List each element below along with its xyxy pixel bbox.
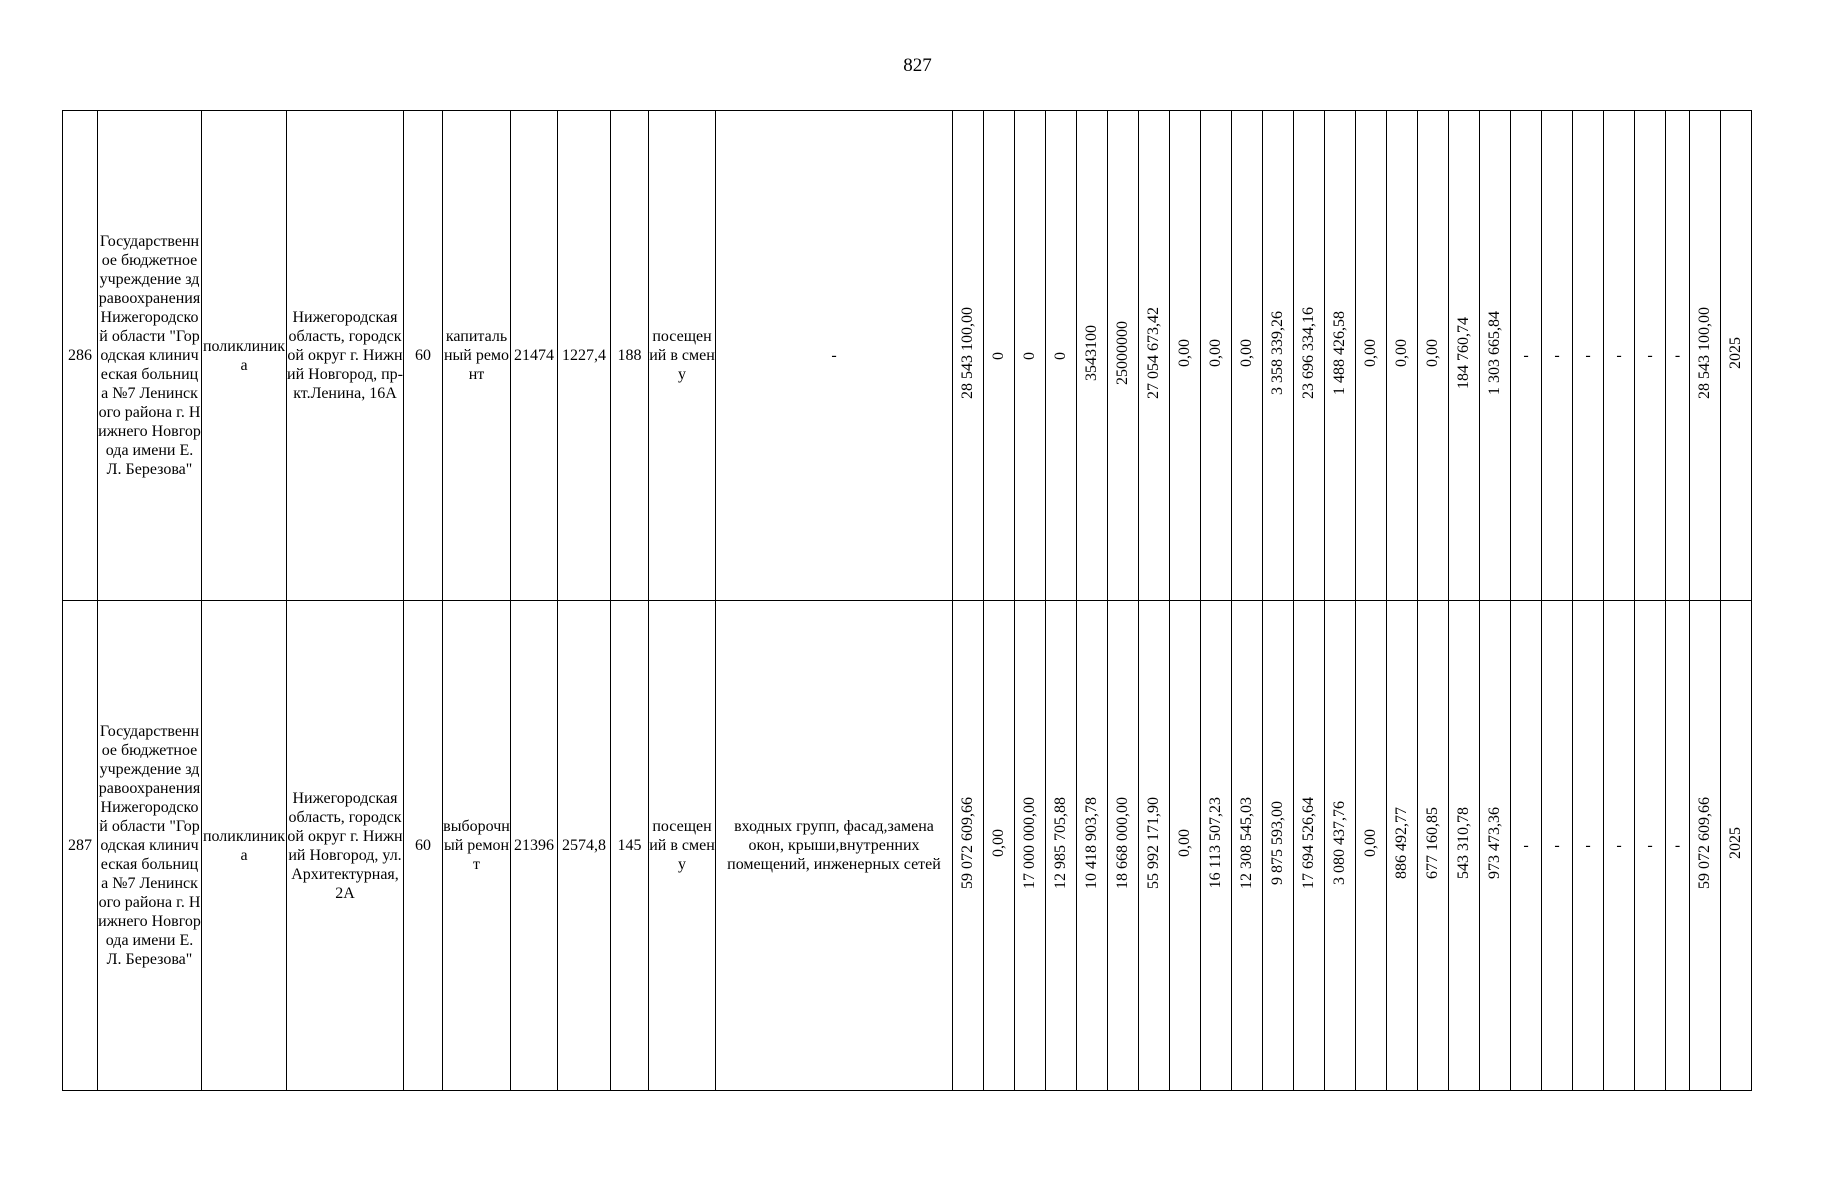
amount-value: 677 160,85 [1424, 807, 1441, 879]
amount-cell [1356, 601, 1387, 1091]
amount-value: 0,00 [990, 829, 1007, 857]
amount-cell [1418, 111, 1449, 601]
amount-cell [1635, 111, 1666, 601]
row-number-cell: 286 [63, 111, 98, 601]
amount-value: 23 696 334,16 [1300, 307, 1317, 399]
amount-cell [1690, 111, 1721, 601]
description-cell: входных групп, фасад,замена окон, крыши,внутренних помещений, инженерных сетей [716, 601, 953, 1091]
amount-value: 12 308 545,03 [1238, 797, 1255, 889]
amount-cell [1139, 111, 1170, 601]
amount-cell [1325, 601, 1356, 1091]
amount-cell [1542, 601, 1573, 1091]
data-table [62, 110, 1752, 1091]
amount-value: 0,00 [1362, 339, 1379, 367]
work-type-cell: выборочный ремонт [443, 601, 511, 1091]
address-cell: Нижегородская область, городской округ г. Нижний Новгород, ул.Архитектурная, 2А [287, 601, 404, 1091]
amount-cell [1480, 601, 1511, 1091]
amount-cell [1046, 111, 1077, 601]
amount-cell [1573, 601, 1604, 1091]
amount-cell [1201, 601, 1232, 1091]
amount-cell [1387, 601, 1418, 1091]
amount-cell [1015, 601, 1046, 1091]
work-type-cell: капитальный ремонт [443, 111, 511, 601]
amount-value: - [1585, 837, 1591, 854]
row-number-cell: 287 [63, 601, 98, 1091]
object-type-cell: поликлиника [202, 601, 287, 1091]
page-number: 827 [903, 55, 932, 76]
amount-cell [1015, 111, 1046, 601]
amount-value: - [1585, 347, 1591, 364]
amount-value: - [1554, 347, 1560, 364]
amount-value: 3 080 437,76 [1331, 801, 1348, 885]
col8-cell: 145 [611, 601, 649, 1091]
amount-cell [1108, 111, 1139, 601]
amount-value: 10 418 903,78 [1083, 797, 1100, 889]
col4-cell: 60 [404, 111, 443, 601]
amount-value: 12 985 705,88 [1052, 797, 1069, 889]
amount-value: 973 473,36 [1486, 807, 1503, 879]
amount-cell [1573, 111, 1604, 601]
amount-cell [953, 601, 984, 1091]
amount-cell [1046, 601, 1077, 1091]
amount-value: 59 072 609,66 [959, 797, 976, 889]
amount-value: 886 492,77 [1393, 807, 1410, 879]
col8-cell: 188 [611, 111, 649, 601]
amount-value: 0,00 [1424, 339, 1441, 367]
address-cell: Нижегородская область, городской округ г. Нижний Новгород, пр-кт.Ленина, 16А [287, 111, 404, 601]
amount-value: 3 358 339,26 [1269, 311, 1286, 395]
amount-cell [1635, 601, 1666, 1091]
amount-cell [1232, 111, 1263, 601]
amount-cell [1480, 111, 1511, 601]
amount-value: 2025 [1727, 337, 1744, 369]
amount-value: 3543100 [1083, 325, 1100, 381]
amount-cell [1356, 111, 1387, 601]
amount-value: - [1523, 347, 1529, 364]
amount-cell [1418, 601, 1449, 1091]
description-cell: - [716, 111, 953, 601]
amount-value: 28 543 100,00 [1696, 307, 1713, 399]
col6-cell: 21396 [511, 601, 558, 1091]
amount-cell [1542, 111, 1573, 601]
amount-value: 0 [990, 352, 1007, 360]
table-row [63, 601, 1752, 1091]
amount-cell [1294, 601, 1325, 1091]
amount-value: 0,00 [1176, 339, 1193, 367]
amount-cell [1387, 111, 1418, 601]
amount-cell [1604, 111, 1635, 601]
amount-cell [1511, 601, 1542, 1091]
amount-value: 18 668 000,00 [1114, 797, 1131, 889]
amount-value: 1 488 426,58 [1331, 311, 1348, 395]
col4-cell: 60 [404, 601, 443, 1091]
amount-cell [1325, 111, 1356, 601]
amount-cell [1294, 111, 1325, 601]
amount-cell [953, 111, 984, 601]
amount-cell [1232, 601, 1263, 1091]
amount-value: - [1523, 837, 1529, 854]
amount-value: - [1674, 837, 1681, 854]
amount-value: 17 694 526,64 [1300, 797, 1317, 889]
amount-value: 0 [1021, 352, 1038, 360]
amount-value: 28 543 100,00 [959, 307, 976, 399]
amount-cell [1077, 111, 1108, 601]
amount-value: 0 [1052, 352, 1069, 360]
amount-cell [1170, 601, 1201, 1091]
amount-value: 25000000 [1114, 321, 1131, 385]
amount-cell [1139, 601, 1170, 1091]
amount-cell [1263, 111, 1294, 601]
amount-value: 59 072 609,66 [1696, 797, 1713, 889]
amount-value: 0,00 [1362, 829, 1379, 857]
institution-name-cell: Государственное бюджетное учреждение здравоохранения Нижегородской области "Городская клиническая больница №7 Ленинского района г. Нижнего Новгорода имени Е. Л. Березова" [98, 111, 202, 601]
amount-cell [1511, 111, 1542, 601]
amount-value: 184 760,74 [1455, 317, 1472, 389]
amount-value: 17 000 000,00 [1021, 797, 1038, 889]
amount-value: 543 310,78 [1455, 807, 1472, 879]
amount-value: - [1616, 837, 1622, 854]
amount-value: - [1647, 347, 1653, 364]
institution-name-cell: Государственное бюджетное учреждение здравоохранения Нижегородской области "Городская клиническая больница №7 Ленинского района г. Нижнего Новгорода имени Е. Л. Березова" [98, 601, 202, 1091]
capacity-unit-cell: посещений в смену [649, 601, 716, 1091]
amount-cell [1690, 601, 1721, 1091]
amount-value: 0,00 [1238, 339, 1255, 367]
amount-cell [984, 601, 1015, 1091]
amount-value: 0,00 [1393, 339, 1410, 367]
amount-value: 1 303 665,84 [1486, 311, 1503, 395]
amount-cell [984, 111, 1015, 601]
amount-cell [1449, 111, 1480, 601]
amount-cell [1077, 601, 1108, 1091]
amount-value: - [1554, 837, 1560, 854]
amount-cell [1721, 601, 1752, 1091]
table-row [63, 111, 1752, 601]
amount-value: 16 113 507,23 [1207, 797, 1224, 889]
object-type-cell: поликлиника [202, 111, 287, 601]
capacity-unit-cell: посещений в смену [649, 111, 716, 601]
amount-value: 9 875 593,00 [1269, 801, 1286, 885]
amount-cell [1721, 111, 1752, 601]
amount-value: - [1616, 347, 1622, 364]
amount-value: 0,00 [1176, 829, 1193, 857]
col7-cell: 1227,4 [558, 111, 611, 601]
amount-cell [1108, 601, 1139, 1091]
amount-cell [1449, 601, 1480, 1091]
amount-value: - [1647, 837, 1653, 854]
amount-cell [1666, 601, 1690, 1091]
amount-cell [1666, 111, 1690, 601]
amount-cell [1263, 601, 1294, 1091]
amount-value: 0,00 [1207, 339, 1224, 367]
amount-value: 2025 [1727, 827, 1744, 859]
amount-cell [1201, 111, 1232, 601]
amount-value: - [1674, 347, 1681, 364]
amount-cell [1604, 601, 1635, 1091]
col6-cell: 21474 [511, 111, 558, 601]
col7-cell: 2574,8 [558, 601, 611, 1091]
amount-value: 27 054 673,42 [1145, 307, 1162, 399]
amount-value: 55 992 171,90 [1145, 797, 1162, 889]
amount-cell [1170, 111, 1201, 601]
